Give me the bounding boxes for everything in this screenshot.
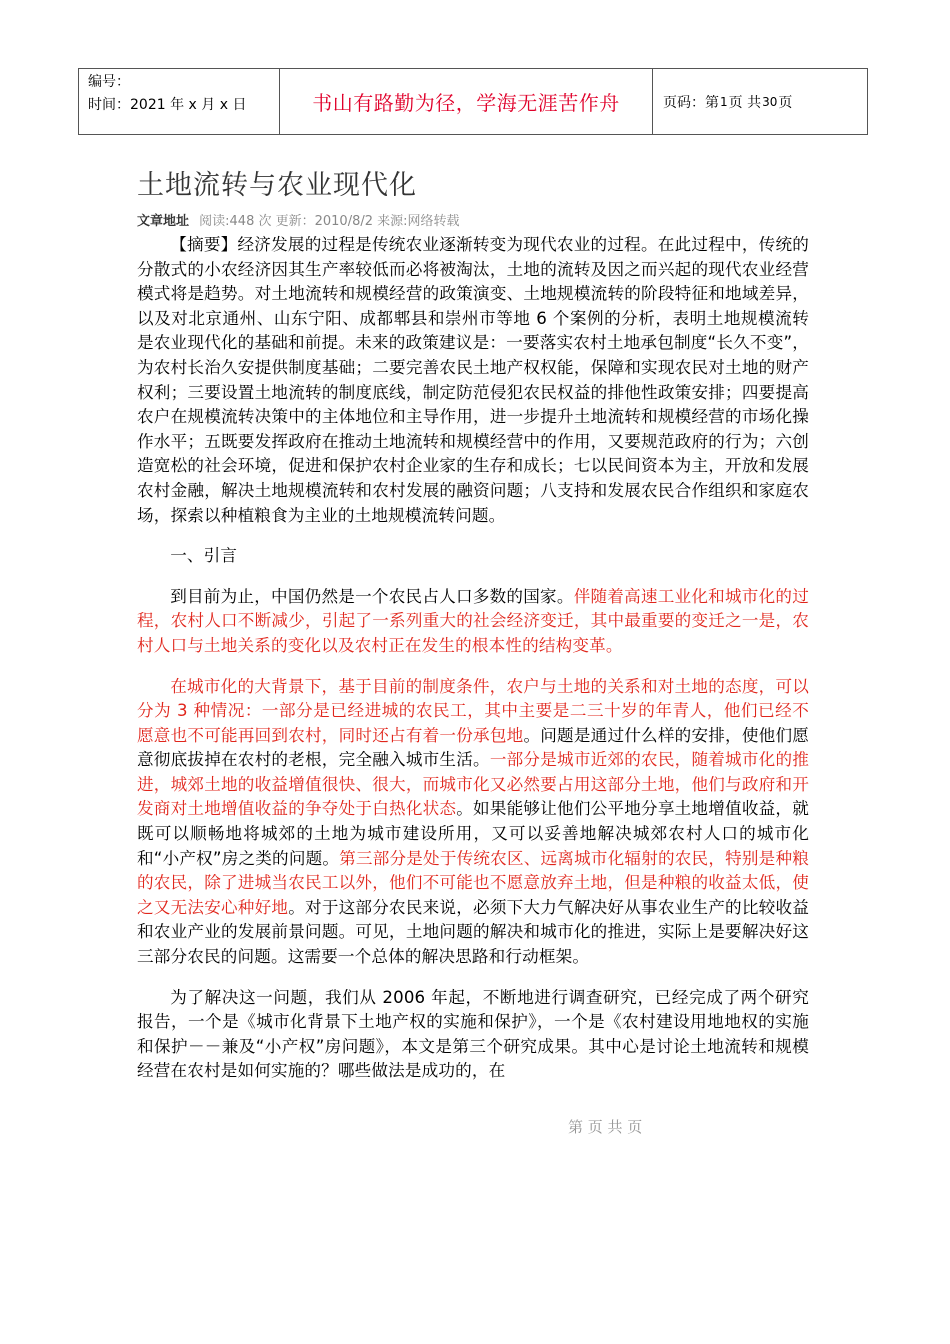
header-motto: 书山有路勤为径，学海无涯苦作舟: [280, 69, 653, 134]
text-span: 到目前为止，中国仍然是一个农民占人口多数的国家。: [170, 586, 574, 606]
document-number-label: 编号：: [88, 74, 130, 90]
text-span: 。问题是通过什么样的安排，使他们愿意彻底拔掉在农村的老根，完全融入城市生活。: [137, 725, 809, 770]
page-mid: 页 共: [728, 94, 762, 111]
highlighted-text: 在城市化的大背景下，基于目前的制度条件，农户与土地的关系和对土地的态度，可以分为 3 种情况：一部分是已经进城的农民工，其中主要是二三十岁的年青人，他们已经不愿意也不可能再回到农村，同时还占有着一份承包地: [137, 676, 809, 745]
section-heading-introduction: 一、引言: [170, 546, 238, 566]
text-span: 。如果能够让他们公平地分享土地增值收益，就既可以顺畅地将城郊的土地为城市建设所用，又可以妥善地解决城郊农村人口的城市化和“小产权”房之类的问题。: [137, 799, 809, 868]
highlighted-text: 伴随着高速工业化和城市化的过程，农村人口不断减少，引起了一系列重大的社会经济变迁，其中最重要的变迁之一是，农村人口与土地关系的变化以及农村正在发生的根本性的结构变革。: [137, 586, 809, 655]
page-prefix: 页码：第: [663, 94, 719, 111]
header-info-cell: [79, 69, 280, 134]
highlighted-text: 一部分是城市近郊的农民，随着城市化的推进，城郊土地的收益增值很快、很大，而城市化又必然要占用这部分土地，他们与政府和开发商对土地增值收益的争夺处于白热化状态: [137, 750, 809, 819]
intro-paragraph-3: 为了解决这一问题，我们从 2006 年起，不断地进行调查研究，已经完成了两个研究报告，一个是《城市化背景下土地产权的实施和保护》，一个是《农村建设用地地权的实施和保护－－兼及“小产权”房问题》，本文是第三个研究成果。其中心是讨论土地流转和规模经营在农村是如何实施的？哪些做法是成功的，在: [137, 987, 809, 1081]
page-total: 30: [762, 94, 778, 109]
page-current: 1: [720, 94, 728, 109]
article-meta: [137, 210, 460, 229]
article-meta-info: 阅读:448 次 更新：2010/8/2 来源:网络转载: [199, 214, 460, 229]
intro-paragraph-2: [137, 675, 809, 970]
document-time-label: 时间：2021 年 x 月 x 日: [88, 97, 247, 113]
abstract-paragraph: 【摘要】经济发展的过程是传统农业逐渐转变为现代农业的过程。在此过程中，传统的分散式的小农经济因其生产率较低而必将被淘汰，土地的流转及因之而兴起的现代农业经营模式将是趋势。对土地流转和规模经营的政策演变、土地规模流转的阶段特征和地域差异，以及对北京通州、山东宁阳、成都郫县和崇州市等地 6 个案例的分析，表明土地规模流转是农业现代化的基础和前提。未来的政策建议是：一要落实农村土地承包制度“长久不变”，为农村长治久安提供制度基础；二要完善农民土地产权权能，保障和实现农民对土地的财产权利；三要设置土地流转的制度底线，制定防范侵犯农民权益的排他性政策安排；四要提高农户在规模流转决策中的主体地位和主导作用，进一步提升土地流转和规模经营的市场化操作水平；五既要发挥政府在推动土地流转和规模经营中的作用，又要规范政府的行为；六创造宽松的社会环境，促进和保护农村企业家的生存和成长；七以民间资本为主，开放和发展农村金融，解决土地规模流转和农村发展的融资问题；八支持和发展农民合作组织和家庭农场，探索以种植粮食为主业的土地规模流转问题。: [137, 235, 809, 525]
page-watermark-text: 第 页 共 页: [568, 1118, 643, 1136]
text-span: 。对于这部分农民来说，必须下大力气解决好从事农业生产的比较收益和农业产业的发展前景问题。可见，土地问题的解决和城市化的推进，实际上是要解决好这三部分农民的问题。这需要一个总体的解决思路和行动框架。: [137, 897, 809, 967]
highlighted-text: 第三部分是处于传统农区、远离城市化辐射的农民，特别是种粮的农民，除了进城当农民工以外，他们不可能也不愿意放弃土地，但是种粮的收益太低，使之又无法安心种好地: [137, 848, 809, 917]
page-indicator: [653, 69, 867, 134]
article-body: [137, 233, 809, 1084]
document-header: [78, 68, 868, 135]
page-suffix: 页: [778, 94, 793, 111]
intro-paragraph-1: [137, 585, 809, 659]
article-title: 土地流转与农业现代化: [137, 170, 417, 201]
article-address-link[interactable]: 文章地址: [137, 214, 190, 229]
